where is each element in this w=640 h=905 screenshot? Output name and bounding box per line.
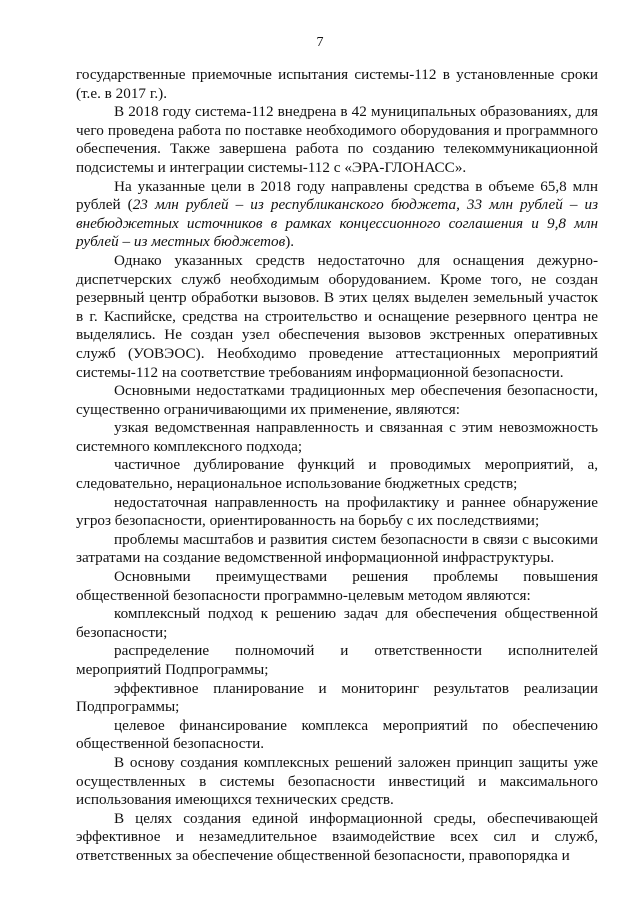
paragraph-advantages-intro: Основными преимуществами решения проблемы повышения общественной безопасности программно-целевым методом являются: xyxy=(76,568,598,604)
drawback-item: узкая ведомственная направленность и связанная с этим невозможность системного комплексного подхода; xyxy=(76,419,598,455)
document-body xyxy=(76,66,598,866)
paragraph-continuation: государственные приемочные испытания системы-112 в установленные сроки (т.е. в 2017 г.). xyxy=(76,66,598,102)
paragraph-insufficient-funds: Однако указанных средств недостаточно для оснащения дежурно-диспетчерских служб необходимым оборудованием. Кроме того, не создан резервный центр обработки вызовов. В этих целях выделен земельный участок в г. Каспийске, средства на строительство и оснащение резервного центра не выделялись. Не создан узел обеспечения вызовов экстренных оперативных служб (УОВЭОС). Необходимо проведение аттестационных мероприятий системы-112 на соответствие требованиям информационной безопасности. xyxy=(76,251,598,381)
advantage-item: эффективное планирование и мониторинг результатов реализации Подпрограммы; xyxy=(76,679,598,716)
drawback-item: проблемы масштабов и развития систем безопасности в связи с высокими затратами на создание ведомственной информационной инфраструктуры. xyxy=(76,530,598,567)
paragraph-drawbacks-intro: Основными недостатками традиционных мер обеспечения безопасности, существенно ограничивающими их применение, являются: xyxy=(76,382,598,418)
drawback-item: частичное дублирование функций и проводимых мероприятий, а, следовательно, нерациональное использование бюджетных средств; xyxy=(76,456,598,493)
funding-breakdown: 23 млн рублей – из республиканского бюджета, 33 млн рублей – из внебюджетных источников в рамках концессионного соглашения и 9,8 млн рублей – из местных бюджетов xyxy=(76,196,599,251)
advantage-item: распределение полномочий и ответственности исполнителей мероприятий Подпрограммы; xyxy=(76,642,598,678)
funding-tail: ). xyxy=(285,233,295,251)
funding-text: На указанные цели в 2018 году направлены средства в объеме 65,8 млн рублей ( xyxy=(76,177,598,214)
paragraph-system112-implementation: В 2018 году система-112 внедрена в 42 муниципальных образованиях, для чего проведена работа по поставке необходимого оборудования и программного обеспечения. Также завершена работа по созданию телекоммуникационной подсистемы и интеграции системы-112 с «ЭРА-ГЛОНАСС». xyxy=(76,103,598,176)
page-number: 7 xyxy=(316,35,324,50)
advantage-item: комплексный подход к решению задач для обеспечения общественной безопасности; xyxy=(76,605,598,641)
advantage-item: целевое финансирование комплекса мероприятий по обеспечению общественной безопасности. xyxy=(76,716,598,753)
drawback-item: недостаточная направленность на профилактику и раннее обнаружение угроз безопасности, ориентированность на борьбу с их последствиями; xyxy=(76,493,598,530)
paragraph-funding xyxy=(76,178,598,252)
paragraph-principle: В основу создания комплексных решений заложен принцип защиты уже осуществленных в системы безопасности инвестиций и максимального использования имеющихся технических средств. xyxy=(76,753,598,809)
paragraph-information-environment: В целях создания единой информационной среды, обеспечивающей эффективное и незамедлительное взаимодействие всех сил и служб, ответственных за обеспечение общественной безопасности, правопорядка и xyxy=(76,809,598,864)
